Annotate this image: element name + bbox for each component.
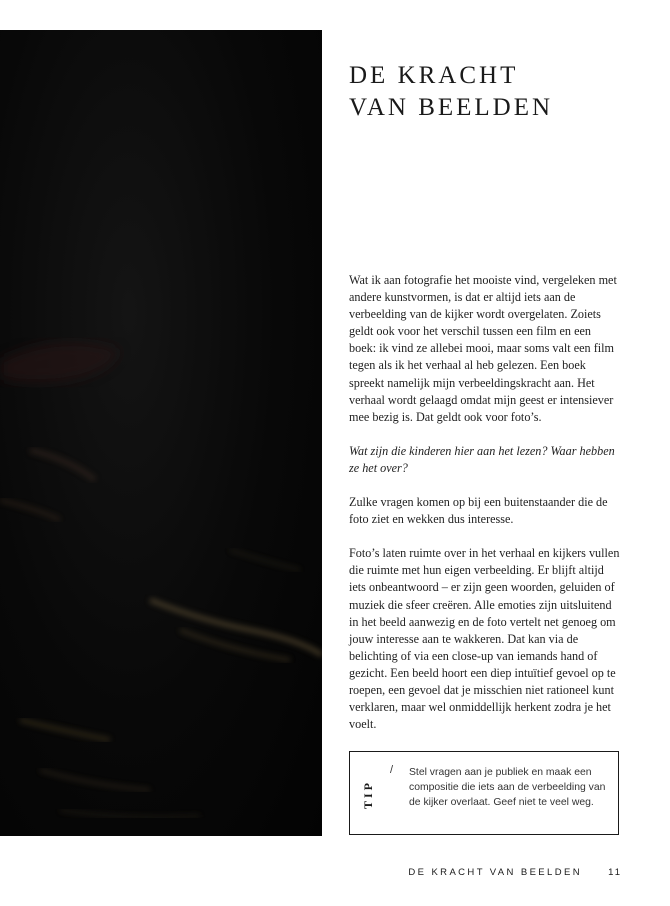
- tip-label-text: TIP: [360, 779, 375, 809]
- tip-slash: /: [390, 764, 394, 776]
- paragraph-4: Foto’s laten ruimte over in het verhaal en kijkers vullen die ruimte met hun eigen verbeelding. Er blijft altijd iets onbeantwoord – er zijn geen woorden, geluiden of muziek die sfeer creëren. Alle emoties zijn uitsluitend in het beeld aanwezig en de foto vertelt net genoeg om jouw interesse aan te wakkeren. Dat kan via de belichting of via een close-up van iemands hand of gezicht. Een beeld hoort een diep intuïtief gevoel op te roepen, een gevoel dat je misschien niet rationeel kunt verklaren, maar wel onmiddellijk herkent zodra je het voelt.: [349, 546, 620, 732]
- tip-label: [354, 774, 382, 814]
- tip-text: Stel vragen aan je publiek en maak een compositie die iets aan de verbeelding van de kijker overlaat. Geef niet te veel weg.: [409, 767, 606, 808]
- body-text: [349, 272, 621, 750]
- dark-photo: [0, 30, 322, 836]
- page-title-line-2: VAN BEELDEN: [349, 94, 554, 121]
- question-paragraph: Wat zijn die kinderen hier aan het lezen? Waar hebben ze het over?: [349, 443, 615, 475]
- page-title: [349, 60, 649, 124]
- running-footer-title: DE KRACHT VAN BEELDEN: [408, 867, 582, 878]
- paragraph-3: Zulke vragen komen op bij een buitenstaander die de foto ziet en wekken dus interesse.: [349, 495, 608, 527]
- paragraph-1: Wat ik aan fotografie het mooiste vind, vergeleken met andere kunstvormen, is dat er altijd iets aan de verbeelding van de kijker wordt overgelaten. Zoiets geldt ook voor het verschil tussen een film en een boek: ik vind ze allebei mooi, maar soms valt een film tegen als ik het verhaal al heb gelezen. Een boek spreekt namelijk mijn verbeeldingskracht aan. Het verhaal wordt gelaagd omdat mijn geest er intensiever mee bezig is. Dat geldt ook voor foto’s.: [349, 273, 617, 424]
- page-number: 11: [608, 867, 622, 878]
- tip-box: [349, 751, 619, 835]
- photo-highlights: [0, 30, 322, 836]
- page-title-line-1: DE KRACHT: [349, 62, 519, 89]
